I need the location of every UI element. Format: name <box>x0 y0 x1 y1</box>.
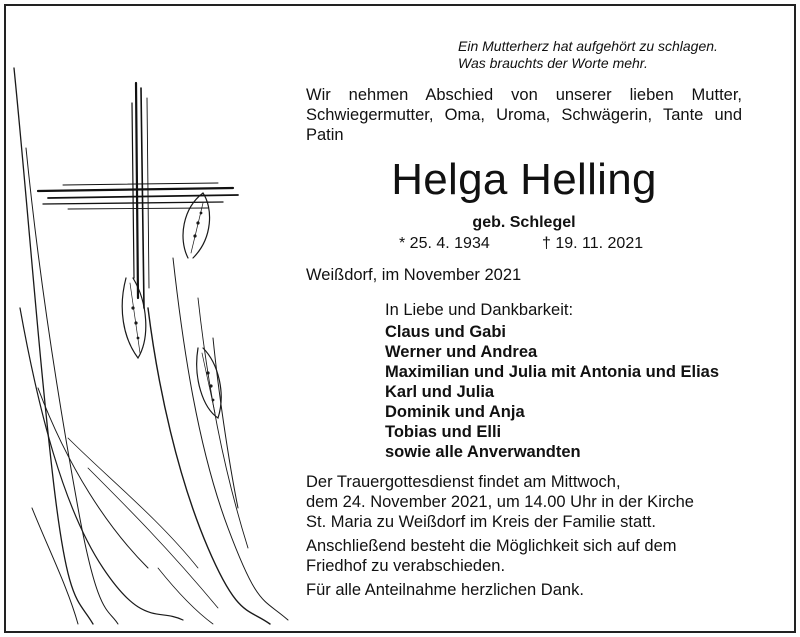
obituary-card <box>4 4 796 633</box>
list-item: Werner und Andrea <box>385 343 538 361</box>
mourners-heading: In Liebe und Dankbarkeit: <box>385 301 574 319</box>
maiden-name: geb. Schlegel <box>472 214 576 231</box>
intro-text: Wir nehmen Abschied von unserer lieben Mutter, Schwiegermutter, Oma, Uroma, Schwägerin, Tante und Patin <box>306 86 742 144</box>
list-item: Claus und Gabi <box>385 323 507 341</box>
death-date: † 19. 11. 2021 <box>542 235 644 252</box>
mourners-list <box>385 322 719 462</box>
service-line-3: St. Maria zu Weißdorf im Kreis der Familie statt. <box>306 513 656 531</box>
place-date: Weißdorf, im November 2021 <box>306 266 522 284</box>
birth-date: * 25. 4. 1934 <box>399 235 490 252</box>
list-item: sowie alle Anverwandten <box>385 443 581 461</box>
farewell-line-2: Friedhof zu verabschieden. <box>306 557 506 575</box>
motto-line-2: Was brauchts der Worte mehr. <box>458 55 648 71</box>
service-line-2: dem 24. November 2021, um 14.00 Uhr in der Kirche <box>306 493 694 511</box>
list-item: Dominik und Anja <box>385 403 525 421</box>
service-line-1: Der Trauergottesdienst findet am Mittwoch, <box>306 473 621 491</box>
thanks-line: Für alle Anteilnahme herzlichen Dank. <box>306 581 584 599</box>
list-item: Maximilian und Julia mit Antonia und Elias <box>385 363 720 381</box>
motto-line-1: Ein Mutterherz hat aufgehört zu schlagen. <box>458 38 718 54</box>
farewell-line-1: Anschließend besteht die Möglichkeit sich auf dem <box>306 537 677 555</box>
deceased-name: Helga Helling <box>391 155 657 204</box>
list-item: Karl und Julia <box>385 383 495 401</box>
list-item: Tobias und Elli <box>385 423 502 441</box>
cross-and-wheat-illustration <box>8 8 308 626</box>
